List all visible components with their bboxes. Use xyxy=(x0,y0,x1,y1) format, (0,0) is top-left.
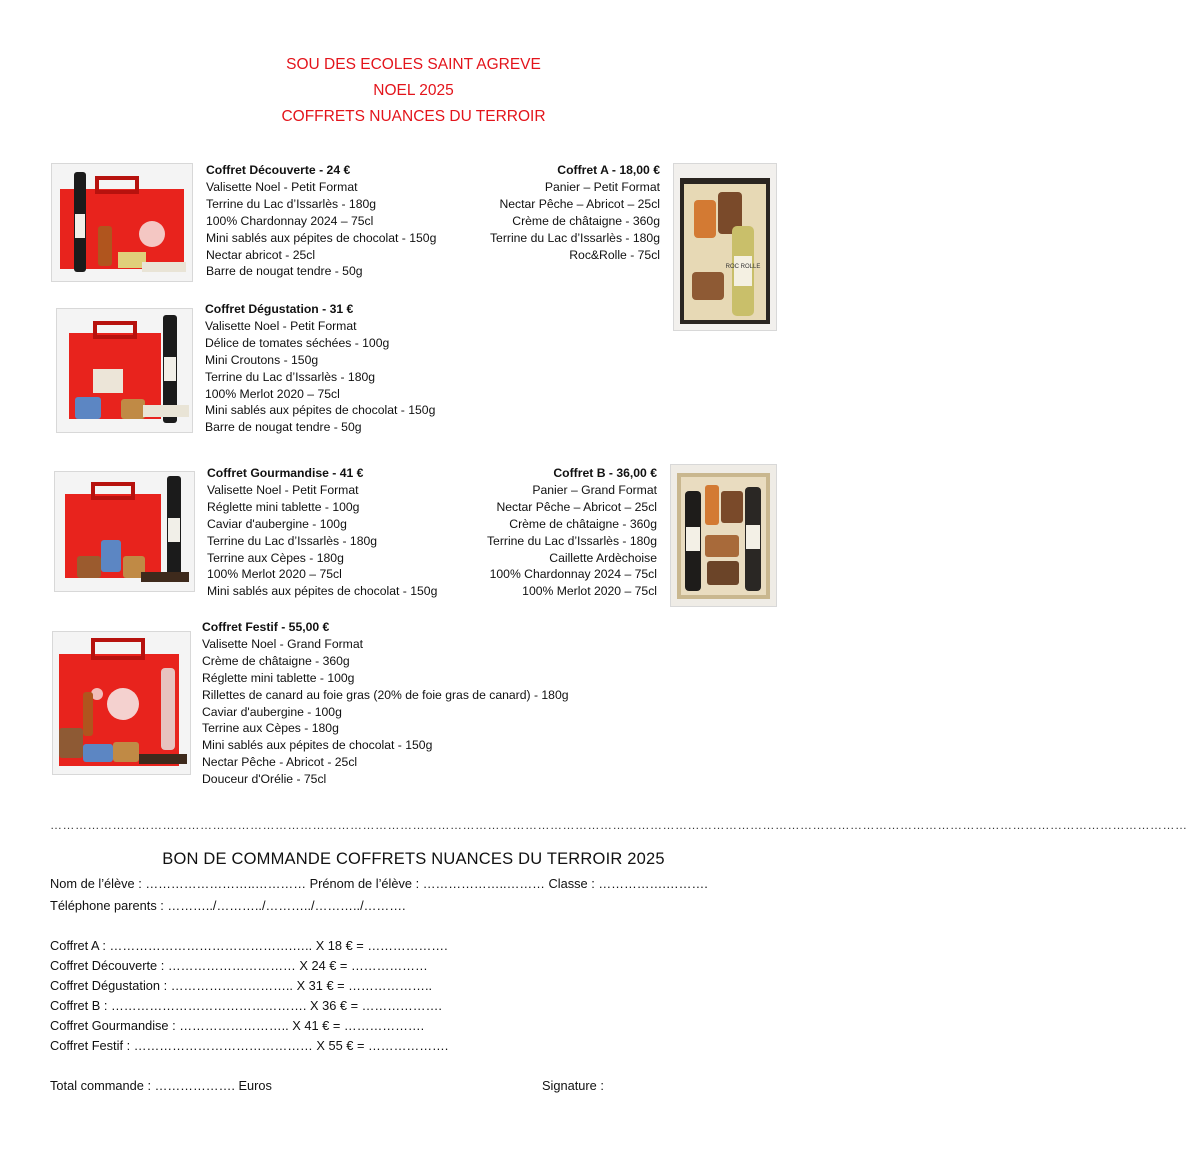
order-line xyxy=(50,998,442,1013)
list-item: Valisette Noel - Petit Format xyxy=(205,318,357,333)
list-item: Rillettes de canard au foie gras (20% de foie gras de canard) - 180g xyxy=(202,687,569,702)
phone-label: Téléphone parents : xyxy=(50,898,164,913)
order-line-label: Coffret Gourmandise : xyxy=(50,1018,176,1033)
list-item: Nectar Pêche - Abricot - 25cl xyxy=(202,755,358,770)
coffret-decouverte-photo xyxy=(51,163,193,282)
prenom-field[interactable]: ………………..……… xyxy=(422,876,545,891)
eleve-field[interactable]: ……………………..………… xyxy=(145,876,307,891)
header-line-1: SOU DES ECOLES SAINT AGREVE xyxy=(286,56,541,73)
list-item: Valisette Noel - Grand Format xyxy=(202,636,363,651)
coffret-festif-title: Coffret Festif - 55,00 € xyxy=(202,620,330,634)
list-item: 100% Chardonnay 2024 – 75cl xyxy=(206,213,374,228)
list-item: Terrine aux Cèpes - 180g xyxy=(202,721,339,736)
coffret-a xyxy=(490,162,660,263)
roc-rolle-label: ROC ROLLE xyxy=(725,264,761,270)
list-item: Caviar d'aubergine - 100g xyxy=(202,704,342,719)
list-item: Barre de nougat tendre - 50g xyxy=(205,420,362,435)
coffret-b xyxy=(487,465,657,600)
list-item: Panier – Petit Format xyxy=(544,179,660,194)
order-line-price: X 31 € = xyxy=(296,978,345,993)
list-item: Valisette Noel - Petit Format xyxy=(206,179,358,194)
list-item: Réglette mini tablette - 100g xyxy=(207,499,360,514)
page-header xyxy=(0,52,827,130)
signature-label: Signature : xyxy=(542,1078,604,1093)
list-item: Douceur d'Orélie - 75cl xyxy=(202,772,327,787)
quantity-field[interactable]: …………………………………… xyxy=(133,1038,313,1053)
list-item: Mini sablés aux pépites de chocolat - 150g xyxy=(205,403,436,418)
total-row xyxy=(50,1078,272,1093)
list-item: Crème de châtaigne - 360g xyxy=(512,213,660,228)
list-item: 100% Chardonnay 2024 – 75cl xyxy=(489,567,657,582)
list-item: Panier – Grand Format xyxy=(532,482,657,497)
list-item: Terrine du Lac d’Issarlès - 180g xyxy=(486,533,657,548)
header-line-2: NOEL 2025 xyxy=(373,82,454,99)
order-line xyxy=(50,978,432,993)
coffret-b-title: Coffret B - 36,00 € xyxy=(553,466,657,480)
total-label: Total commande : xyxy=(50,1078,152,1093)
quantity-field[interactable]: ………………………… xyxy=(167,958,296,973)
student-info-row xyxy=(50,876,708,891)
coffret-degustation-title: Coffret Dégustation - 31 € xyxy=(205,302,354,316)
order-line xyxy=(50,1018,424,1033)
order-line-label: Coffret Dégustation : xyxy=(50,978,168,993)
order-line-label: Coffret B : xyxy=(50,998,108,1013)
coffret-gourmandise-title: Coffret Gourmandise - 41 € xyxy=(207,466,364,480)
list-item: Mini sablés aux pépites de chocolat - 150g xyxy=(207,584,438,599)
order-line-price: X 24 € = xyxy=(299,958,348,973)
order-line-price: X 18 € = xyxy=(315,938,364,953)
coffret-festif-photo xyxy=(52,631,191,775)
order-line-price: X 41 € = xyxy=(292,1018,341,1033)
cut-line-separator: ………………………………………………………………………………………………………………………………………………………………………………………………………………………………………………… xyxy=(50,818,1188,832)
quantity-field[interactable]: ……………………….. xyxy=(170,978,293,993)
coffret-festif xyxy=(202,619,569,788)
list-item: Délice de tomates séchées - 100g xyxy=(205,335,390,350)
coffret-degustation xyxy=(205,301,435,436)
quantity-field[interactable]: …………………….. xyxy=(179,1018,289,1033)
order-line-price: X 55 € = xyxy=(316,1038,365,1053)
list-item: Terrine du Lac d’Issarlès - 180g xyxy=(206,196,377,211)
list-item: Terrine du Lac d’Issarlès - 180g xyxy=(207,533,378,548)
list-item: Réglette mini tablette - 100g xyxy=(202,670,355,685)
line-total-field[interactable]: ………………. xyxy=(367,938,448,953)
list-item: Mini Croutons - 150g xyxy=(205,352,319,367)
eleve-label: Nom de l’élève : xyxy=(50,876,142,891)
list-item: Caillette Ardèchoise xyxy=(549,550,657,565)
phone-field[interactable]: ………../………../………../………../………. xyxy=(167,898,406,913)
coffret-gourmandise xyxy=(207,465,437,600)
coffret-a-photo xyxy=(673,163,777,331)
list-item: 100% Merlot 2020 – 75cl xyxy=(522,584,657,599)
signature-row xyxy=(542,1078,604,1093)
line-total-field[interactable]: ……………….. xyxy=(348,978,433,993)
list-item: Nectar abricot - 25cl xyxy=(206,247,316,262)
list-item: Nectar Pêche – Abricot – 25cl xyxy=(496,499,657,514)
order-line-label: Coffret Découverte : xyxy=(50,958,165,973)
list-item: Caviar d'aubergine - 100g xyxy=(207,516,347,531)
list-item: 100% Merlot 2020 – 75cl xyxy=(205,386,340,401)
coffret-decouverte-title: Coffret Découverte - 24 € xyxy=(206,163,351,177)
list-item: Nectar Pêche – Abricot – 25cl xyxy=(499,196,660,211)
coffret-b-photo xyxy=(670,464,777,607)
order-line xyxy=(50,958,428,973)
list-item: Terrine aux Cèpes - 180g xyxy=(207,550,344,565)
classe-field[interactable]: …………….………. xyxy=(598,876,708,891)
list-item: Terrine du Lac d’Issarlès - 180g xyxy=(205,369,376,384)
line-total-field[interactable]: ………………. xyxy=(361,998,442,1013)
line-total-field[interactable]: ………………. xyxy=(368,1038,449,1053)
prenom-label: Prénom de l’élève : xyxy=(309,876,420,891)
quantity-field[interactable]: …………………………………….….. xyxy=(109,938,313,953)
order-line-label: Coffret Festif : xyxy=(50,1038,131,1053)
order-line-label: Coffret A : xyxy=(50,938,106,953)
line-total-field[interactable]: ………………. xyxy=(343,1018,425,1033)
list-item: Roc&Rolle - 75cl xyxy=(569,247,660,262)
list-item: Terrine du Lac d’Issarlès - 180g xyxy=(489,230,660,245)
order-line-price: X 36 € = xyxy=(310,998,359,1013)
quantity-field[interactable]: ………………………………………. xyxy=(110,998,307,1013)
list-item: Valisette Noel - Petit Format xyxy=(207,482,359,497)
coffret-gourmandise-photo xyxy=(54,471,195,592)
header-line-3: COFFRETS NUANCES DU TERROIR xyxy=(281,108,546,125)
list-item: Mini sablés aux pépites de chocolat - 150g xyxy=(202,738,433,753)
list-item: Crème de châtaigne - 360g xyxy=(509,516,657,531)
order-line xyxy=(50,938,448,953)
coffret-a-title: Coffret A - 18,00 € xyxy=(557,163,660,177)
line-total-field[interactable]: ……………… xyxy=(350,958,428,973)
list-item: Crème de châtaigne - 360g xyxy=(202,653,350,668)
list-item: Barre de nougat tendre - 50g xyxy=(206,264,363,279)
total-field[interactable]: ………………. xyxy=(154,1078,235,1093)
phone-row xyxy=(50,898,406,913)
coffret-degustation-photo xyxy=(56,308,193,433)
order-line xyxy=(50,1038,448,1053)
list-item: Mini sablés aux pépites de chocolat - 150g xyxy=(206,230,437,245)
total-unit: Euros xyxy=(238,1078,272,1093)
classe-label: Classe : xyxy=(548,876,595,891)
list-item: 100% Merlot 2020 – 75cl xyxy=(207,567,342,582)
coffret-decouverte xyxy=(206,162,436,280)
order-form-title: BON DE COMMANDE COFFRETS NUANCES DU TERROIR 2025 xyxy=(162,850,665,868)
